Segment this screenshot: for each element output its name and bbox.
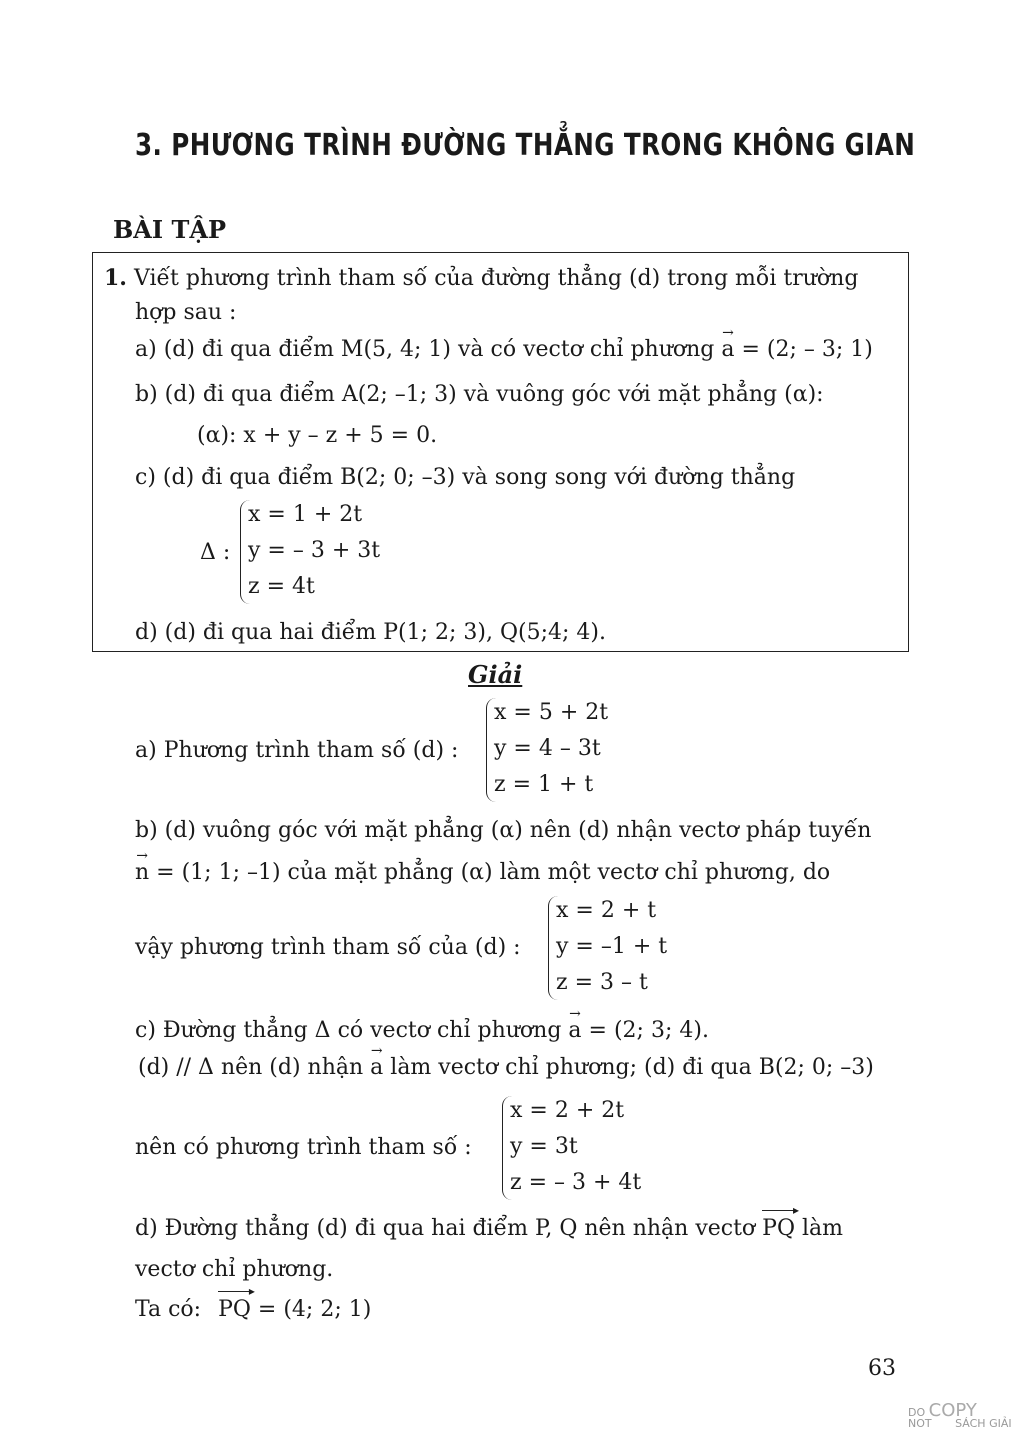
problem-c-system	[240, 500, 440, 604]
solution-a-system	[486, 698, 686, 802]
vector-pq	[762, 1203, 800, 1241]
solution-b-line2-text: = (1; 1; –1) của mặt phẳng (α) làm một vectơ chỉ phương, do	[156, 860, 831, 885]
watermark-copy: COPY	[928, 1400, 977, 1421]
problem-a-text: a) (d) đi qua điểm M(5, 4; 1) và có vectơ chỉ phương	[135, 337, 715, 362]
watermark-logo	[908, 1400, 1018, 1430]
solution-c-line2-rest: làm vectơ chỉ phương; (d) đi qua B(2; 0; –3)	[390, 1055, 874, 1080]
vector-pq-letters: PQ	[218, 1297, 251, 1322]
vector-a-letter: a	[370, 1055, 384, 1080]
solution-b-line3: vậy phương trình tham số của (d) :	[135, 935, 521, 960]
watermark-do: DO	[908, 1406, 926, 1419]
vector-arrowhead-icon: ▸	[248, 1284, 255, 1298]
solution-b-line2	[135, 848, 831, 885]
problem-c-delta: Δ :	[200, 540, 231, 565]
vector-arrow-icon: →	[569, 1006, 581, 1022]
vector-arrow-icon: →	[722, 325, 734, 341]
vector-arrow-icon: →	[136, 848, 148, 864]
problem-d-line: d) (d) đi qua hai điểm P(1; 2; 3), Q(5;4; 4).	[135, 620, 606, 645]
solution-d-line3	[135, 1284, 372, 1322]
equation: x = 2 + t	[556, 898, 657, 923]
equation: z = – 3 + 4t	[510, 1170, 642, 1195]
problem-b-line1: b) (d) đi qua điểm A(2; –1; 3) và vuông góc với mặt phẳng (α):	[135, 382, 824, 407]
vector-bar-icon	[218, 1291, 251, 1292]
problem-number: 1.	[104, 265, 127, 291]
solution-c-line1-text: c) Đường thẳng Δ có vectơ chỉ phương	[135, 1018, 562, 1043]
problem-part-a	[135, 325, 873, 362]
solution-c-line1-value: = (2; 3; 4).	[588, 1018, 709, 1043]
problem-b-line2: (α): x + y – z + 5 = 0.	[197, 423, 438, 448]
page-title: 3. PHƯƠNG TRÌNH ĐƯỜNG THẲNG TRONG KHÔNG GIAN	[135, 128, 916, 163]
vector-a	[370, 1043, 384, 1080]
vector-a	[568, 1006, 582, 1043]
problem-intro-line1: Viết phương trình tham số của đường thẳng (d) trong mỗi trường	[133, 266, 859, 291]
solution-d-line3-text: Ta có:	[135, 1297, 202, 1322]
watermark-brand: SÁCH GIẢI	[955, 1417, 1012, 1430]
solution-b-system	[548, 896, 748, 1000]
vector-arrow-icon: →	[370, 1043, 383, 1059]
equation: x = 5 + 2t	[494, 700, 609, 725]
problem-c-line1: c) (d) đi qua điểm B(2; 0; –3) và song song với đường thẳng	[135, 465, 796, 490]
vector-arrowhead-icon: ▸	[792, 1203, 800, 1217]
vector-pq	[218, 1284, 255, 1322]
solution-d-line1-text: d) Đường thẳng (d) đi qua hai điểm P, Q nên nhận vectơ	[135, 1216, 756, 1241]
equation: y = 3t	[510, 1134, 578, 1159]
solution-d-line3-value: = (4; 2; 1)	[257, 1297, 372, 1322]
vector-n-letter: n	[135, 860, 150, 885]
section-heading: BÀI TẬP	[113, 215, 227, 244]
equation: y = – 3 + 3t	[248, 538, 381, 563]
solution-c-system	[502, 1096, 702, 1200]
problem-a-value: = (2; – 3; 1)	[741, 337, 873, 362]
equation: x = 2 + 2t	[510, 1098, 625, 1123]
solution-c-line2-text: (d) // Δ nên (d) nhận	[138, 1055, 364, 1080]
equation: y = –1 + t	[556, 934, 668, 959]
problem-intro-line2: hợp sau :	[135, 300, 237, 325]
vector-pq-letters: PQ	[762, 1216, 796, 1241]
page-number: 63	[868, 1356, 896, 1381]
solution-d-line1	[135, 1203, 844, 1241]
vector-bar-icon	[762, 1210, 795, 1211]
problem-line-1	[104, 265, 858, 291]
solution-b-line1: b) (d) vuông góc với mặt phẳng (α) nên (d) nhận vectơ pháp tuyến	[135, 818, 872, 843]
equation: z = 1 + t	[494, 772, 594, 797]
solution-c-line1	[135, 1006, 709, 1043]
watermark-not: NOT	[908, 1417, 932, 1430]
equation: y = 4 – 3t	[494, 736, 601, 761]
solution-a-label: a) Phương trình tham số (d) :	[135, 738, 459, 763]
vector-a-letter: a	[568, 1018, 582, 1043]
equation: x = 1 + 2t	[248, 502, 363, 527]
equation: z = 3 – t	[556, 970, 648, 995]
solution-d-line1-end: làm	[802, 1216, 844, 1241]
equation: z = 4t	[248, 574, 315, 599]
solution-c-line3: nên có phương trình tham số :	[135, 1135, 472, 1160]
solution-heading: Giải	[468, 660, 523, 689]
solution-d-line2: vectơ chỉ phương.	[135, 1257, 334, 1282]
solution-c-line2	[138, 1043, 874, 1080]
vector-a-letter: a	[721, 337, 735, 362]
vector-n	[135, 848, 150, 885]
vector-a	[721, 325, 735, 362]
